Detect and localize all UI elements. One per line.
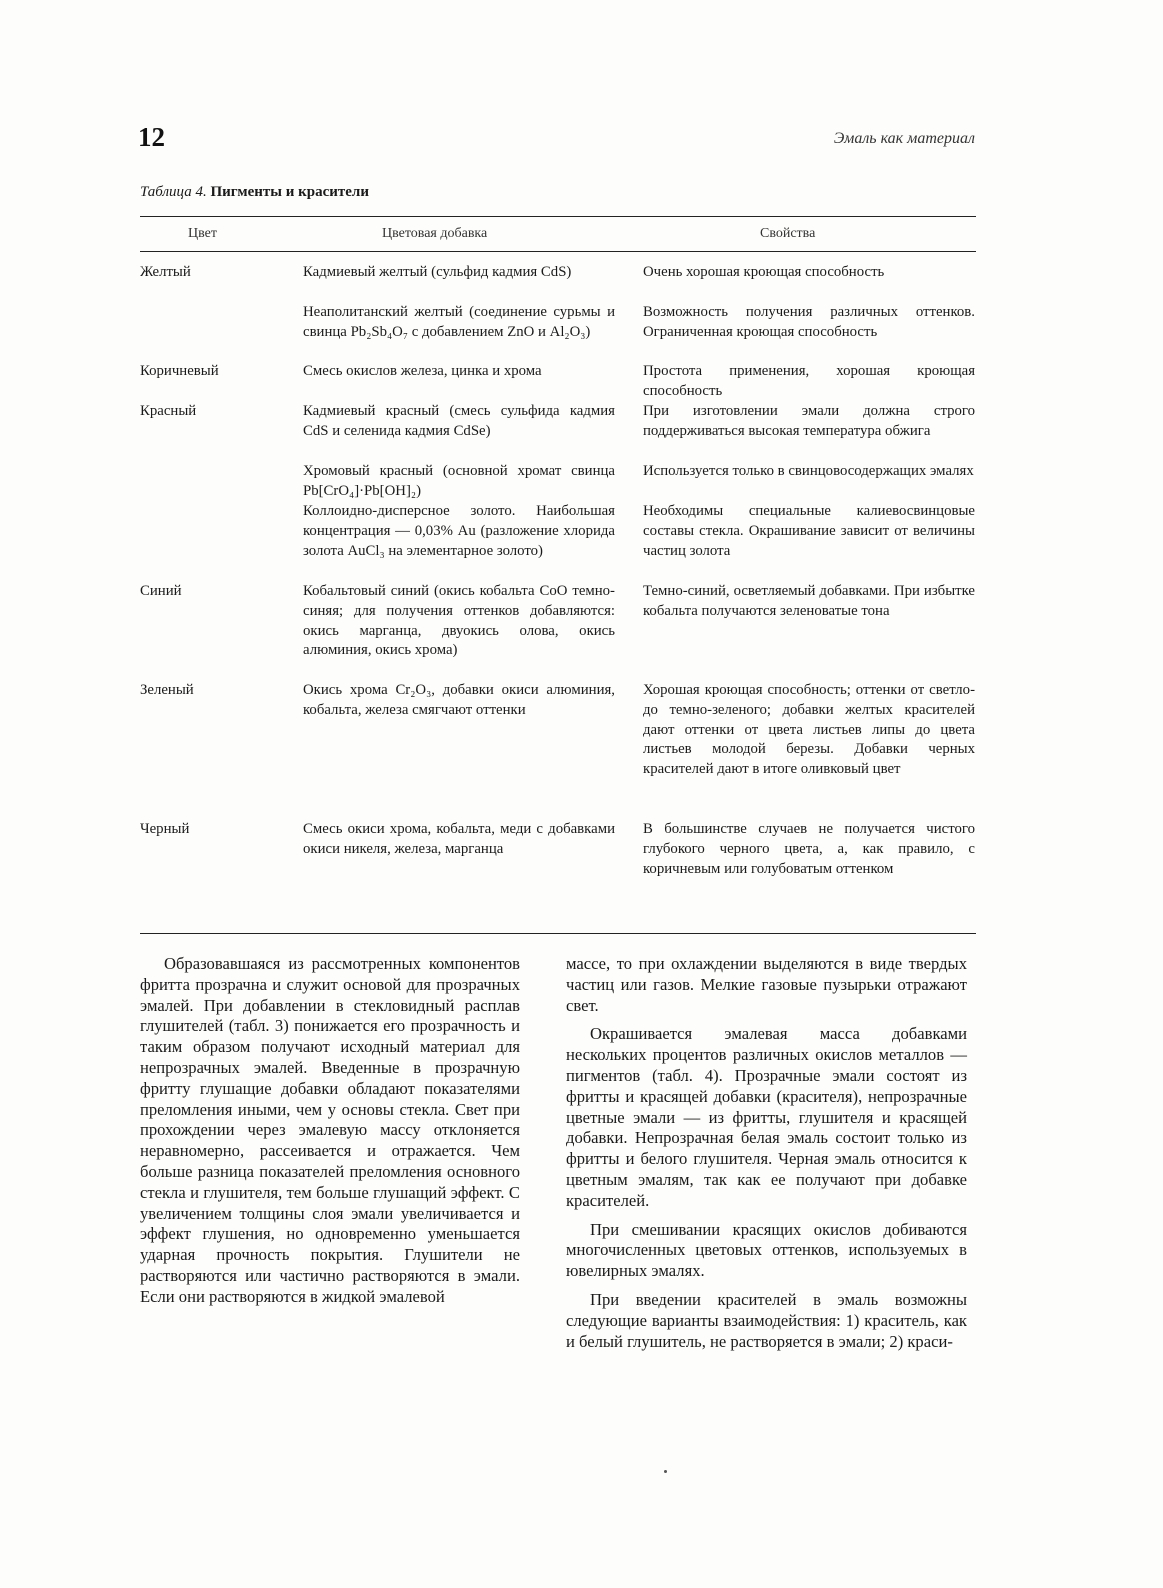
table-bottom-rule	[140, 933, 976, 934]
property-cell: Необходимы специальные калиевосвинцовые составы стекла. Окрашивание зависит от величины частиц золота	[643, 503, 975, 559]
page-number: 12	[138, 122, 165, 152]
property-cell: Возможность получения различных оттенков. Ограниченная кроющая способность	[643, 304, 975, 340]
property-cell: Используется только в свинцовосодержащих эмалях	[643, 463, 974, 479]
additive-cell: Коллоидно-дисперсное золото. Наибольшая концентрация — 0,03% Au (разложение хлорида золота AuCl₃ на элементарное золото)	[303, 503, 615, 559]
column-header-properties: Свойства	[760, 226, 816, 241]
column-header-additive: Цветовая добавка	[382, 226, 488, 241]
table-header-rule	[140, 251, 976, 252]
additive-cell: Неаполитанский желтый (соединение сурьмы и свинца Pb₂Sb₄O₇ с добавлением ZnO и Al₂O₃)	[303, 304, 615, 340]
row-color: Зеленый	[140, 682, 194, 698]
additive-cell: Окись хрома Cr₂O₃, добавки окиси алюминия, кобальта, железа смягчают оттенки	[303, 682, 615, 718]
body-paragraph: Окрашивается эмалевая масса добавками нескольких процентов различных окислов металлов — пигментов (табл. 4). Прозрачные эмали состоят из фритты и красящей добавки (красителя), непрозрачные цветные эмали — из фритты, глушителя и красящей добавки. Непрозрачная белая эмаль состоит только из фритты и белого глушителя. Черная эмаль относится к цветным эмалям, так как ее получают при добавке красителей.	[566, 1024, 967, 1210]
property-cell: При изготовлении эмали должна строго поддерживаться высокая температура обжига	[643, 403, 975, 439]
row-color: Синий	[140, 583, 182, 599]
row-color: Желтый	[140, 264, 191, 280]
body-paragraph: Образовавшаяся из рассмотренных компонентов фритта прозрачна и служит основой для прозрачных эмалей. При добавлении в стекловидный расплав глушителей (табл. 3) понижается его прозрачность и таким образом получают исходный материал для непрозрачных эмалей. Введенные в прозрачную фритту глушащие добавки обладают показателями преломления иными, чем у основы стекла. Свет при прохождении через эмалевую массу отклоняется неравномерно, рассеивается и отражается. Чем больше разница показателей преломления основного стекла и глушителя, тем больше глушащий эффект. С увеличением толщины слоя эмали увеличивается и эффект глушения, но одновременно уменьшается ударная прочность покрытия. Глушители не растворяются или частично растворяются в эмали. Если они растворяются в жидкой эмалевой	[140, 954, 520, 1306]
additive-cell: Хромовый красный (основной хромат свинца Pb[CrO₄]·Pb[OH]₂)	[303, 463, 615, 499]
body-left-column	[140, 954, 520, 1308]
table-caption-title: Пигменты и красители	[210, 184, 369, 200]
additive-cell: Смесь окиси хрома, кобальта, меди с добавками окиси никеля, железа, марганца	[303, 821, 615, 857]
column-header-color: Цвет	[188, 226, 217, 241]
table-caption	[140, 184, 369, 201]
additive-cell: Кобальтовый синий (окись кобальта CoO темно-синяя; для получения оттенков добавляются: окись марганца, двуокись олова, окись алюминия, окись хрома)	[303, 583, 615, 659]
body-paragraph: массе, то при охлаждении выделяются в виде твердых частиц или газов. Мелкие газовые пузырьки отражают свет.	[566, 954, 967, 1015]
property-cell: Простота применения, хорошая кроющая способность	[643, 363, 975, 399]
additive-cell: Смесь окислов железа, цинка и хрома	[303, 363, 542, 379]
property-cell: Очень хорошая кроющая способность	[643, 264, 885, 280]
additive-cell: Кадмиевый желтый (сульфид кадмия CdS)	[303, 264, 572, 280]
table-caption-number: Таблица 4.	[140, 184, 207, 200]
body-paragraph: При введении красителей в эмаль возможны следующие варианты взаимодействия: 1) краситель, как и белый глушитель, не растворяется в эмали; 2) краси-	[566, 1289, 967, 1351]
scan-speck	[664, 1470, 667, 1473]
running-header: Эмаль как материал	[833, 130, 975, 147]
row-color: Черный	[140, 821, 190, 837]
property-cell: Хорошая кроющая способность; оттенки от светло- до темно-зеленого; добавки желтых красителей дают оттенки от цвета листьев липы до цвета листьев молодой березы. Добавки черных красителей дают в итоге оливковый цвет	[643, 682, 975, 778]
body-paragraph: При смешивании красящих окислов добиваются многочисленных цветовых оттенков, используемых в ювелирных эмалях.	[566, 1219, 967, 1281]
table-top-rule	[140, 216, 976, 217]
row-color: Коричневый	[140, 363, 219, 379]
row-color: Красный	[140, 403, 197, 419]
property-cell: В большинстве случаев не получается чистого глубокого черного цвета, а, как правило, с коричневым или голубоватым оттенком	[643, 821, 975, 877]
property-cell: Темно-синий, осветляемый добавками. При избытке кобальта получаются зеленоватые тона	[643, 583, 975, 619]
additive-cell: Кадмиевый красный (смесь сульфида кадмия CdS и селенида кадмия CdSe)	[303, 403, 615, 439]
body-right-column	[566, 954, 967, 1352]
